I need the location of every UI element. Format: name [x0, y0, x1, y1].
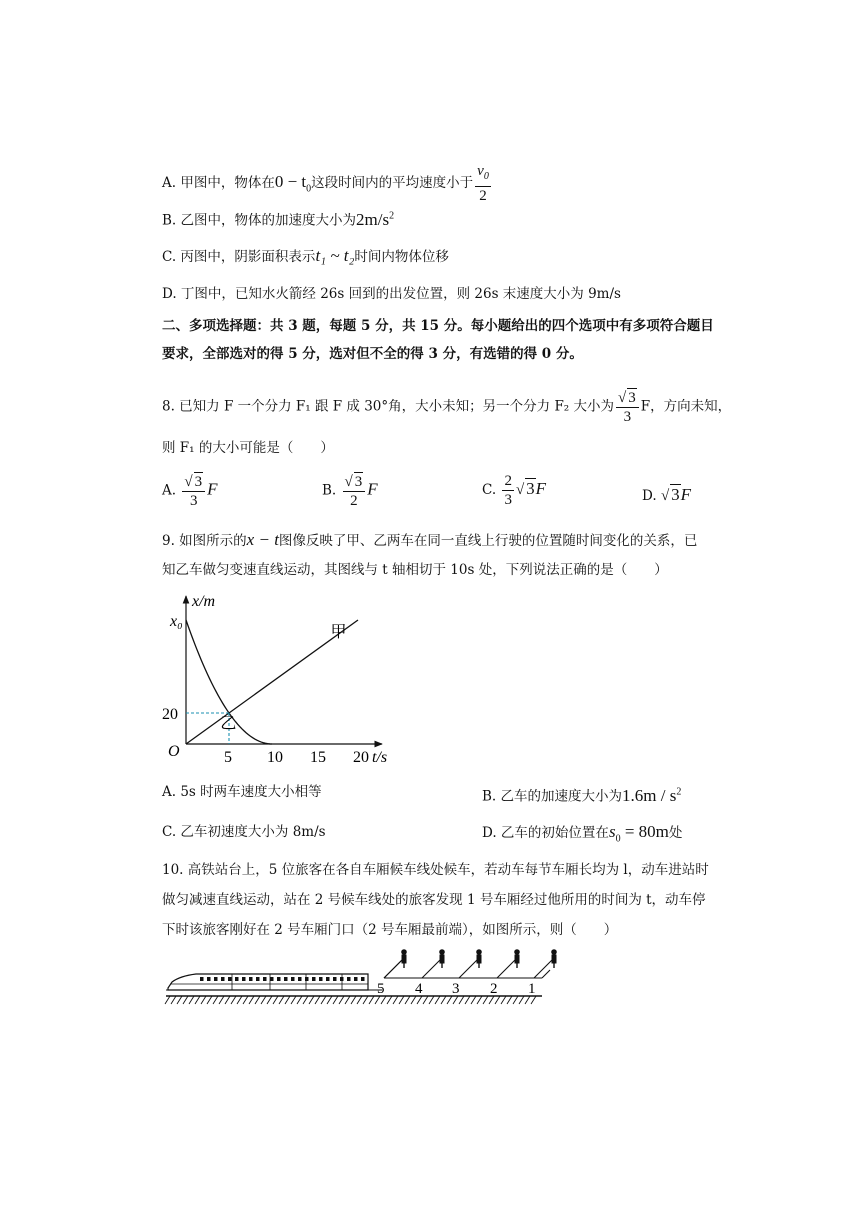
q8-option-c[interactable]: C. $\frac{2}{3}$ √ 3F: [482, 473, 547, 508]
q9-option-b[interactable]: B. 乙车的加速度大小为$1.6m / s^2$: [482, 785, 682, 805]
q7-a-post: 这段时间内的平均速度小于: [311, 175, 474, 191]
q8-stem-line1: [162, 388, 731, 426]
y-tick-label: 20: [162, 706, 178, 723]
x-tick-label: 10: [267, 749, 283, 766]
q8-stem-pre: 8. 已知力 F 一个分力 F₁ 跟 F 成 30°角，大小未知；另一个分力 F₂ 大小为: [162, 398, 615, 415]
q8-option-a[interactable]: A. $\frac{√ 3}{3}$ F: [162, 474, 218, 509]
x-tick-label: 5: [224, 749, 232, 766]
platform-label-4: 4: [415, 981, 423, 997]
q9-option-c[interactable]: C. 乙车初速度大小为 8m/s: [162, 824, 326, 840]
q9-option-d[interactable]: D. 乙车的初始位置在$s_0 = 80m$处: [482, 822, 683, 845]
q10-stem-line3: 下时该旅客刚好在 2 号车厢门口（2 号车厢最前端），如图所示，则（ ）: [162, 922, 618, 938]
passenger-icon: [534, 950, 556, 978]
q7-option-d[interactable]: D. 丁图中，已知水火箭经 26s 回到的出发位置，则 26s 末速度大小为 9m/s: [162, 286, 621, 302]
platform: [384, 960, 550, 996]
q7-a-text: A. 甲图中，物体在: [162, 175, 275, 191]
platform-label-3: 3: [452, 981, 460, 997]
passenger-icon: [422, 950, 444, 978]
passenger-icon: [497, 950, 519, 978]
q7-a-fraction: $\frac{v_0}{2}$: [477, 163, 489, 204]
q7-option-a[interactable]: [162, 162, 493, 205]
q7-c-post: 时间内物体位移: [354, 249, 449, 265]
q9-stem-line1: 9. 如图所示的x − t图像反映了甲、乙两车在同一直线上行驶的位置随时间变化的关系，已: [162, 530, 698, 549]
q7-option-b[interactable]: [162, 206, 394, 231]
train-platform-diagram: [160, 944, 560, 1008]
passenger-icon: [459, 950, 481, 978]
y-tick-label: x₀: [170, 613, 183, 630]
q10-stem-line2: 做匀减速直线运动，站在 2 号候车线处的旅客发现 1 号车厢经过他所用的时间为 t，动车停: [162, 892, 706, 908]
passenger-icon: [384, 950, 406, 978]
xt-graph: [160, 590, 400, 770]
q8-stem-post: F，方向未知，: [640, 398, 732, 415]
section2-heading-line1: 二、多项选择题：共 3 题，每题 5 分，共 15 分。每小题给出的四个选项中有多项符合题目: [162, 318, 714, 334]
q10-stem-line1: 10. 高铁站台上，5 位旅客在各自车厢候车线处候车，若动车每节车厢长均为 l，动车进站时: [162, 862, 709, 878]
q9-stem-line2: 知乙车做匀变速直线运动，其图线与 t 轴相切于 10s 处，下列说法正确的是（ ）: [162, 562, 668, 578]
section2-heading-line2: 要求，全部选对的得 5 分，选对但不全的得 3 分，有选错的得 0 分。: [162, 346, 583, 362]
q7-c-math: t₁ ~ t₂: [315, 246, 355, 265]
q9-option-a[interactable]: A. 5s 时两车速度大小相等: [162, 784, 322, 800]
platform-label-2: 2: [490, 981, 498, 997]
platform-label-5: 5: [377, 981, 385, 997]
q8-stem-line2: 则 F₁ 的大小可能是（ ）: [162, 440, 334, 456]
q7-c-text: C. 丙图中，阴影面积表示: [162, 249, 316, 265]
q7-a-math: $0 - t_0$: [274, 172, 312, 195]
x-axis-label: t/s: [372, 749, 388, 766]
x-tick-label: 15: [310, 749, 326, 766]
q7-b-math: $2m/s^2$: [356, 209, 395, 229]
q7-b-text: B. 乙图中，物体的加速度大小为: [162, 212, 357, 229]
y-axis-label: x/m: [192, 593, 216, 610]
q8-option-d[interactable]: D. √ 3F: [642, 485, 692, 504]
series-jia-label: 甲: [330, 624, 347, 642]
train-icon: [168, 974, 368, 990]
q8-option-b[interactable]: B. $\frac{√ 3}{2}$ F: [322, 474, 378, 509]
origin-label: O: [168, 743, 180, 760]
x-tick-label: 20: [353, 749, 369, 766]
q7-option-c[interactable]: [162, 246, 449, 267]
q9-b-math: $1.6m / s^2$: [622, 785, 682, 805]
q9-d-math: $s_0 = 80m$: [608, 822, 669, 845]
platform-label-1: 1: [528, 981, 536, 997]
q8-stem-fraction: $\frac{√ 3}{3}$: [616, 388, 639, 426]
series-yi-label: 乙: [220, 715, 237, 733]
